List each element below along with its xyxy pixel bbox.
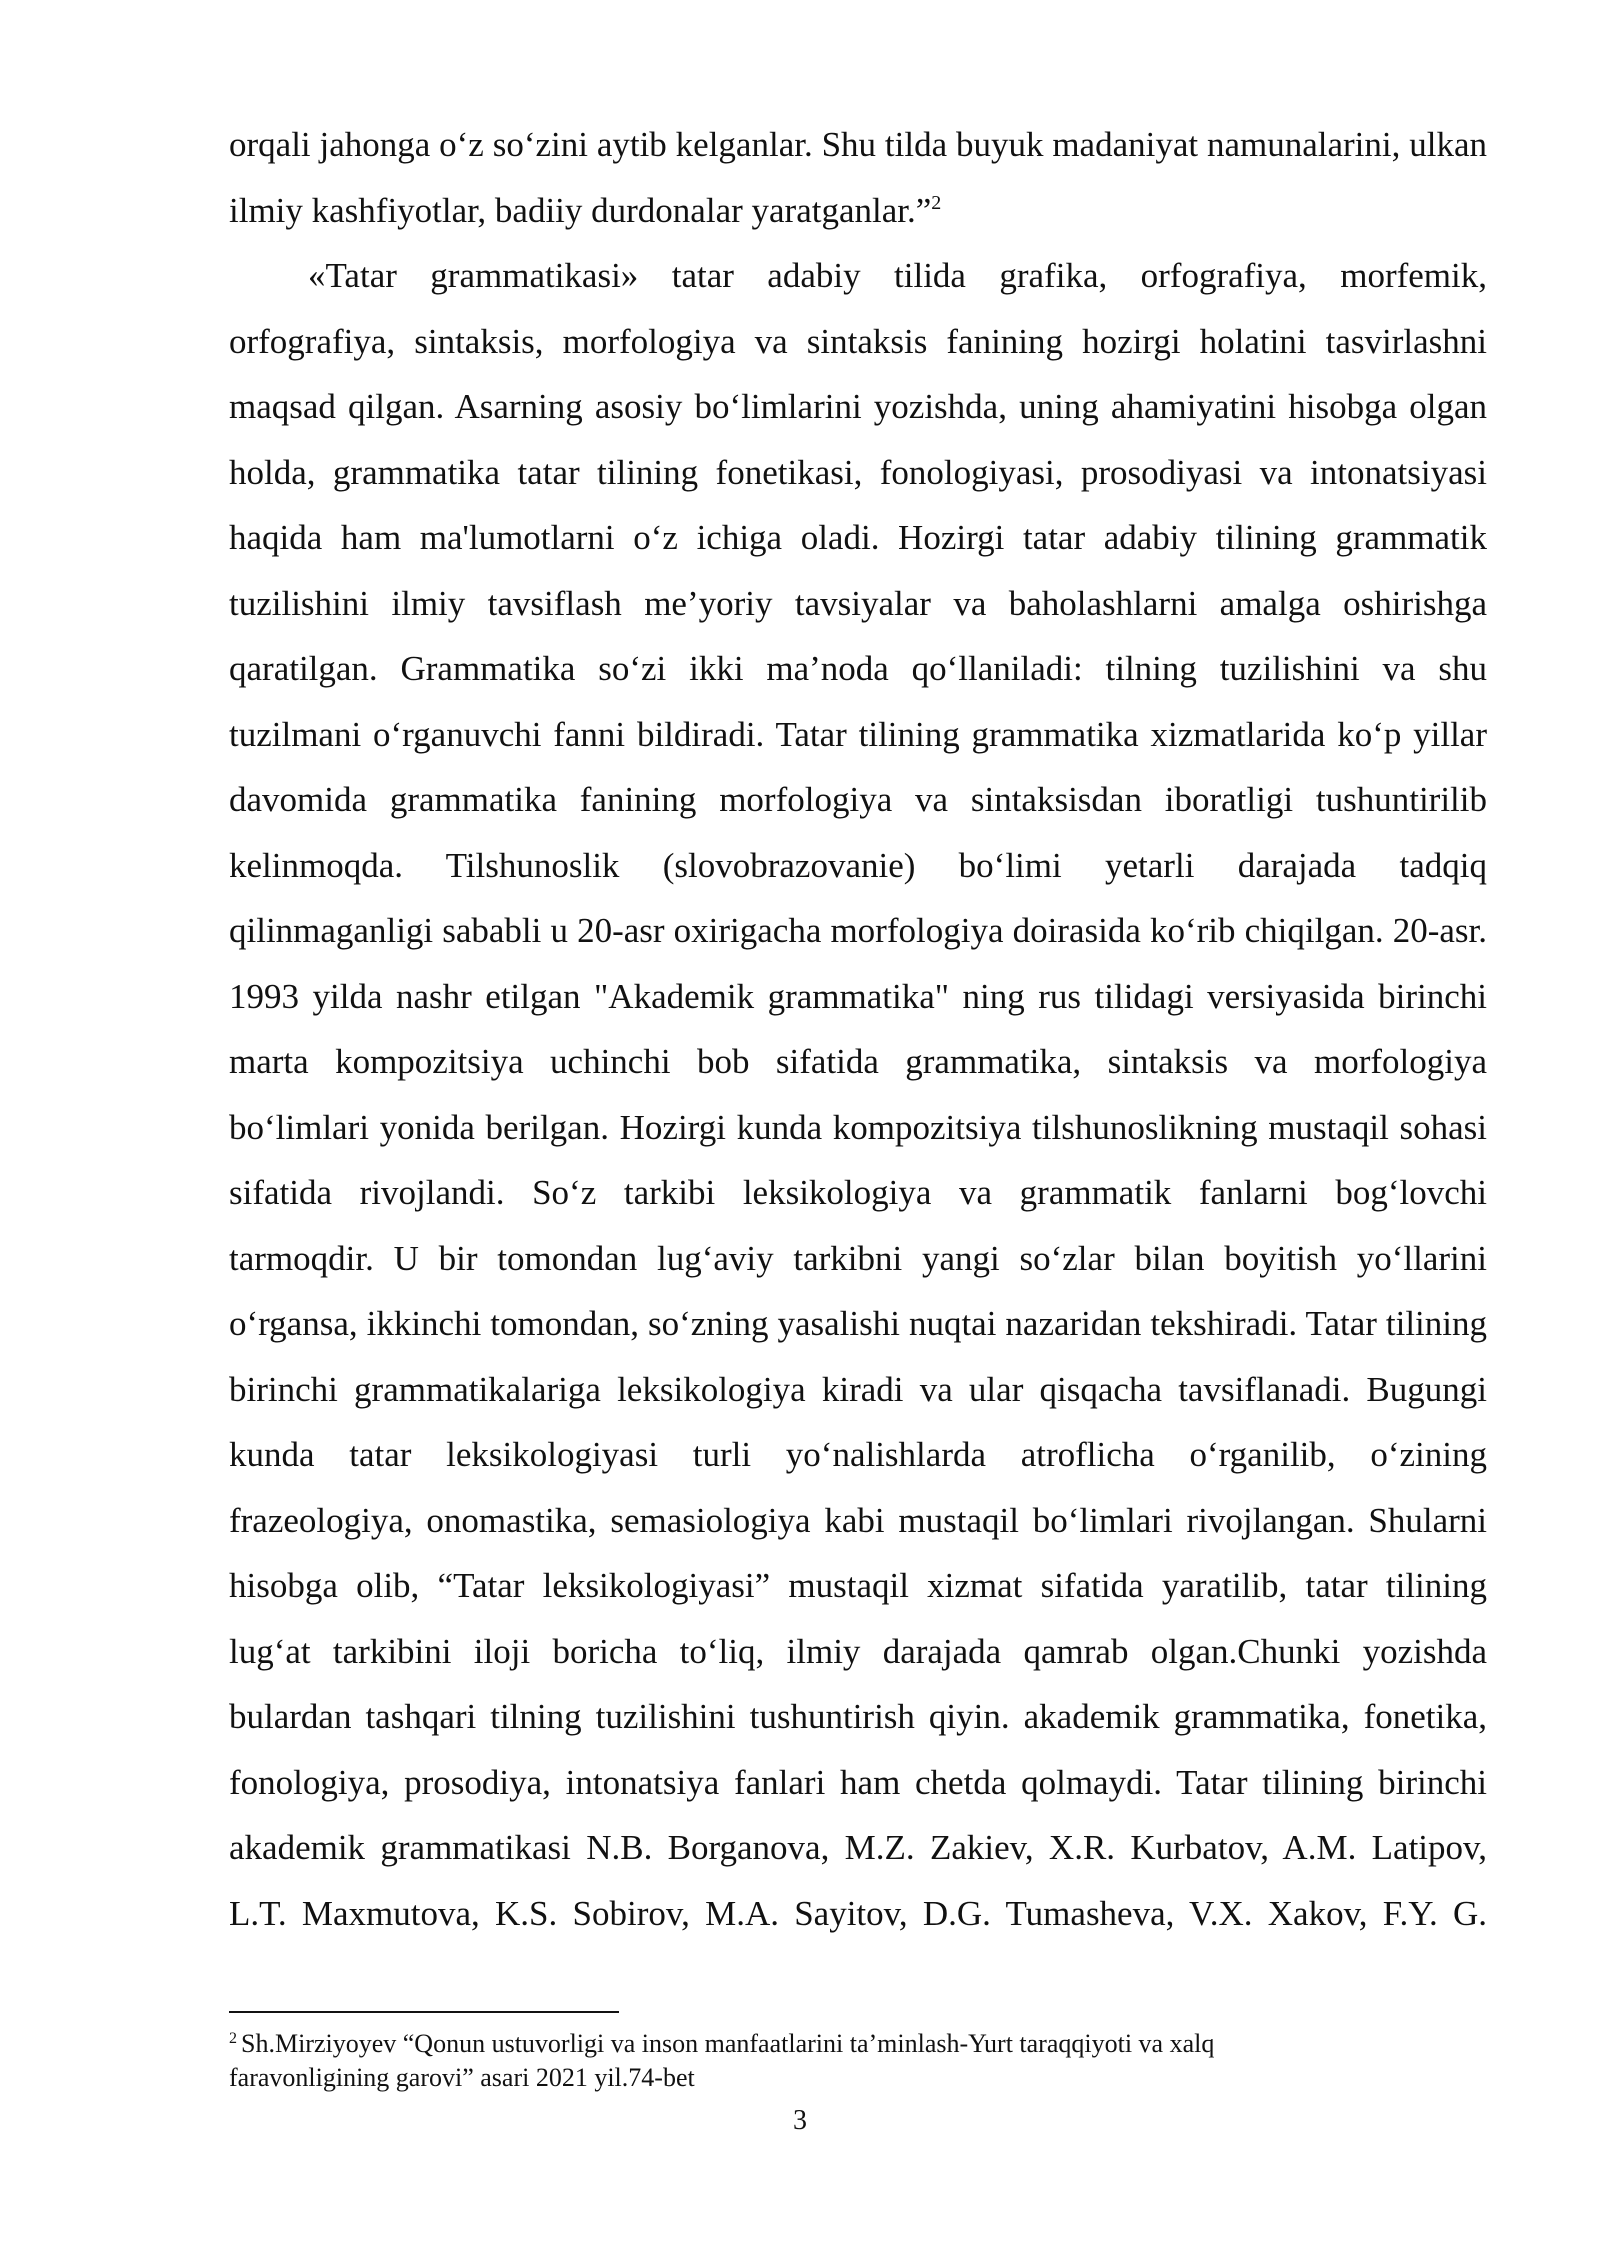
paragraph-text: orqali jahonga o‘z so‘zini aytib kelganlar. Shu tilda buyuk madaniyat namunalarini, ulkan ilmiy kashfiyotlar, badiiy durdonalar yaratganlar.” [229,125,1487,230]
paragraph-text: «Tatar grammatikasi» tatar adabiy tilida grafika, orfografiya, morfemik, orfografiya, sintaksis, morfologiya va sintaksis fanining hozirgi holatini tasvirlashni maqsad qilgan. Asarning asosiy bo‘limlarini yozishda, uning ahamiyatini hisobga olgan holda, grammatika tatar tilining fonetikasi, fonologiyasi, prosodiyasi va intonatsiyasi haqida ham ma'lumotlarni o‘z ichiga oladi. Hozirgi tatar adabiy tilining grammatik tuzilishini ilmiy tavsiflash me’yoriy tavsiyalar va baholashlarni amalga oshirishga qaratilgan. Grammatika so‘zi ikki ma’noda qo‘llaniladi: tilning tuzilishini va shu tuzilmani o‘rganuvchi fanni bildiradi. Tatar tilining grammatika xizmatlarida ko‘p yillar davomida grammatika fanining morfologiya va sintaksisdan iboratligi tushuntirilib kelinmoqda. Tilshunoslik (slovobrazovanie) bo‘limi yetarli darajada tadqiq qilinmaganligi sababli u 20-asr oxirigacha morfologiya doirasida ko‘rib chiqilgan. 20-asr. 1993 yilda nashr etilgan "Akademik grammatika" ning rus tilidagi versiyasida birinchi marta kompozitsiya uchinchi bob sifatida grammatika, sintaksis va morfologiya bo‘limlari yonida berilgan. Hozirgi kunda kompozitsiya tilshunoslikning mustaqil sohasi sifatida rivojlandi. So‘z tarkibi leksikologiya va grammatik fanlarni bog‘lovchi tarmoqdir. U bir tomondan lug‘aviy tarkibni yangi so‘zlar bilan boyitish yo‘llarini o‘rgansa, ikkinchi tomondan, so‘zning yasalishi nuqtai nazaridan tekshiradi. Tatar tilining birinchi grammatikalariga leksikologiya kiradi va ular qisqacha tavsiflanadi. Bugungi kunda tatar leksikologiyasi turli yo‘nalishlarda atroflicha o‘rganilib, o‘zining frazeologiya, onomastika, semasiologiya kabi mustaqil bo‘limlari rivojlangan. Shularni hisobga olib, “Tatar leksikologiyasi” mustaqil xizmat sifatida yaratilib, tatar tilining lug‘at tarkibini iloji boricha to‘liq, ilmiy darajada qamrab olgan.Chunki yozishda bulardan tashqari tilning tuzilishini tushuntirish qiyin. akademik grammatika, fonetika, fonologiya, prosodiya, intonatsiya fanlari ham chetda qolmaydi. Tatar tilining birinchi akademik grammatikasi N.B. Borganova, M.Z. Zakiev, X.R. Kurbatov, A.M. Latipov, L.T. Maxmutova, K.S. Sobirov, M.A. Sayitov, D.G. Tumasheva, V.X. Xakov, F.Y. G. [229,256,1487,1933]
footnote-reference[interactable]: 2 [931,191,942,214]
footnote-number: 2 [229,2030,237,2047]
footnote-separator [229,2011,619,2013]
paragraph-continuation [229,112,1487,243]
footnote [229,2027,1379,2095]
body-text [229,112,1487,1946]
paragraph-main [229,243,1487,1946]
page-number: 3 [793,2105,807,2136]
footnote-text: Sh.Mirziyoyev “Qonun ustuvorligi va inson manfaatlarini ta’minlash-Yurt taraqqiyoti va xalq faravonligining garovi” asari 2021 yil.74-bet [229,2029,1215,2092]
